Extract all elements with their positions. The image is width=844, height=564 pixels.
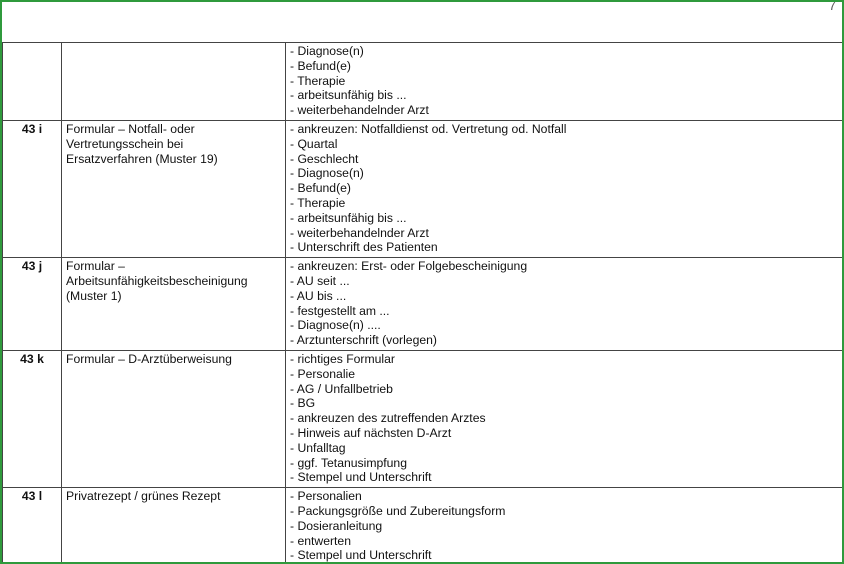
checklist-item: - Therapie xyxy=(290,195,346,210)
checklist-item: - Diagnose(n) .... xyxy=(290,318,381,333)
row-number: 43 i xyxy=(3,120,62,257)
checklist-item: - Therapie xyxy=(290,73,346,88)
table-row xyxy=(3,120,843,257)
checklist-item: - Quartal xyxy=(290,136,338,151)
checklist-item: - Packungsgröße und Zubereitungsform xyxy=(290,503,506,518)
checklist-cell xyxy=(286,43,843,121)
checklist-cell xyxy=(286,350,843,487)
checklist-item: - Personalien xyxy=(290,489,362,504)
checklist-item: - ankreuzen: Erst- oder Folgebescheinigung xyxy=(290,259,528,274)
form-title xyxy=(62,43,286,121)
checklist-item: - ankreuzen des zutreffenden Arztes xyxy=(290,411,486,426)
checklist-item: - Befund(e) xyxy=(290,181,351,196)
checklist-cell xyxy=(286,120,843,257)
checklist-cell xyxy=(286,258,843,351)
checklist-item: - richtiges Formular xyxy=(290,351,395,366)
checklist-item: - arbeitsunfähig bis ... xyxy=(290,210,407,225)
table-row xyxy=(3,488,843,564)
page-number: 7 xyxy=(828,0,836,13)
checklist-item: - Hinweis auf nächsten D-Arzt xyxy=(290,425,452,440)
checklist-item: - AG / Unfallbetrieb xyxy=(290,381,393,396)
form-title: Formular – D-Arztüberweisung xyxy=(62,350,286,487)
checklist xyxy=(290,122,838,255)
checklist xyxy=(290,44,838,118)
form-title: Formular – Notfall- oder Vertretungsschein bei Ersatzverfahren (Muster 19) xyxy=(62,120,286,257)
checklist-item: - AU seit ... xyxy=(290,273,350,288)
table-row xyxy=(3,258,843,351)
checklist xyxy=(290,259,838,348)
checklist-item: - weiterbehandelnder Arzt xyxy=(290,103,429,118)
checklist-item: - BG xyxy=(290,396,316,411)
checklist-item: - entwerten xyxy=(290,533,351,548)
form-title: Formular – Arbeitsunfähigkeitsbescheinigung (Muster 1) xyxy=(62,258,286,351)
table-row xyxy=(3,43,843,121)
checklist-item: - weiterbehandelnder Arzt xyxy=(290,225,429,240)
row-number xyxy=(3,43,62,121)
row-number: 43 l xyxy=(3,488,62,564)
row-number: 43 j xyxy=(3,258,62,351)
table-row xyxy=(3,350,843,487)
checklist-item: - Arztunterschrift (vorlegen) xyxy=(290,333,437,348)
checklist-item: - ankreuzen: Notfalldienst od. Vertretung od. Notfall xyxy=(290,121,567,136)
checklist-item: - Stempel und Unterschrift xyxy=(290,548,432,563)
checklist-item: - Dosieranleitung xyxy=(290,518,383,533)
checklist-item: - ggf. Tetanusimpfung xyxy=(290,455,407,470)
checklist-item: - Befund(e) xyxy=(290,58,351,73)
checklist-item: - festgestellt am ... xyxy=(290,303,390,318)
checklist-item: - Diagnose(n) xyxy=(290,166,364,181)
checklist-table xyxy=(2,42,843,564)
row-number: 43 k xyxy=(3,350,62,487)
checklist-item: - Geschlecht xyxy=(290,151,359,166)
checklist xyxy=(290,489,838,563)
checklist xyxy=(290,352,838,485)
form-title: Privatrezept / grünes Rezept xyxy=(62,488,286,564)
checklist-item: - arbeitsunfähig bis ... xyxy=(290,88,407,103)
checklist-item: - Personalie xyxy=(290,366,356,381)
checklist-cell xyxy=(286,488,843,564)
checklist-item: - Unfalltag xyxy=(290,440,346,455)
checklist-item: - Diagnose(n) xyxy=(290,44,364,58)
checklist-item: - Unterschrift des Patienten xyxy=(290,240,438,255)
checklist-item: - Stempel und Unterschrift xyxy=(290,470,432,485)
checklist-item: - AU bis ... xyxy=(290,288,347,303)
